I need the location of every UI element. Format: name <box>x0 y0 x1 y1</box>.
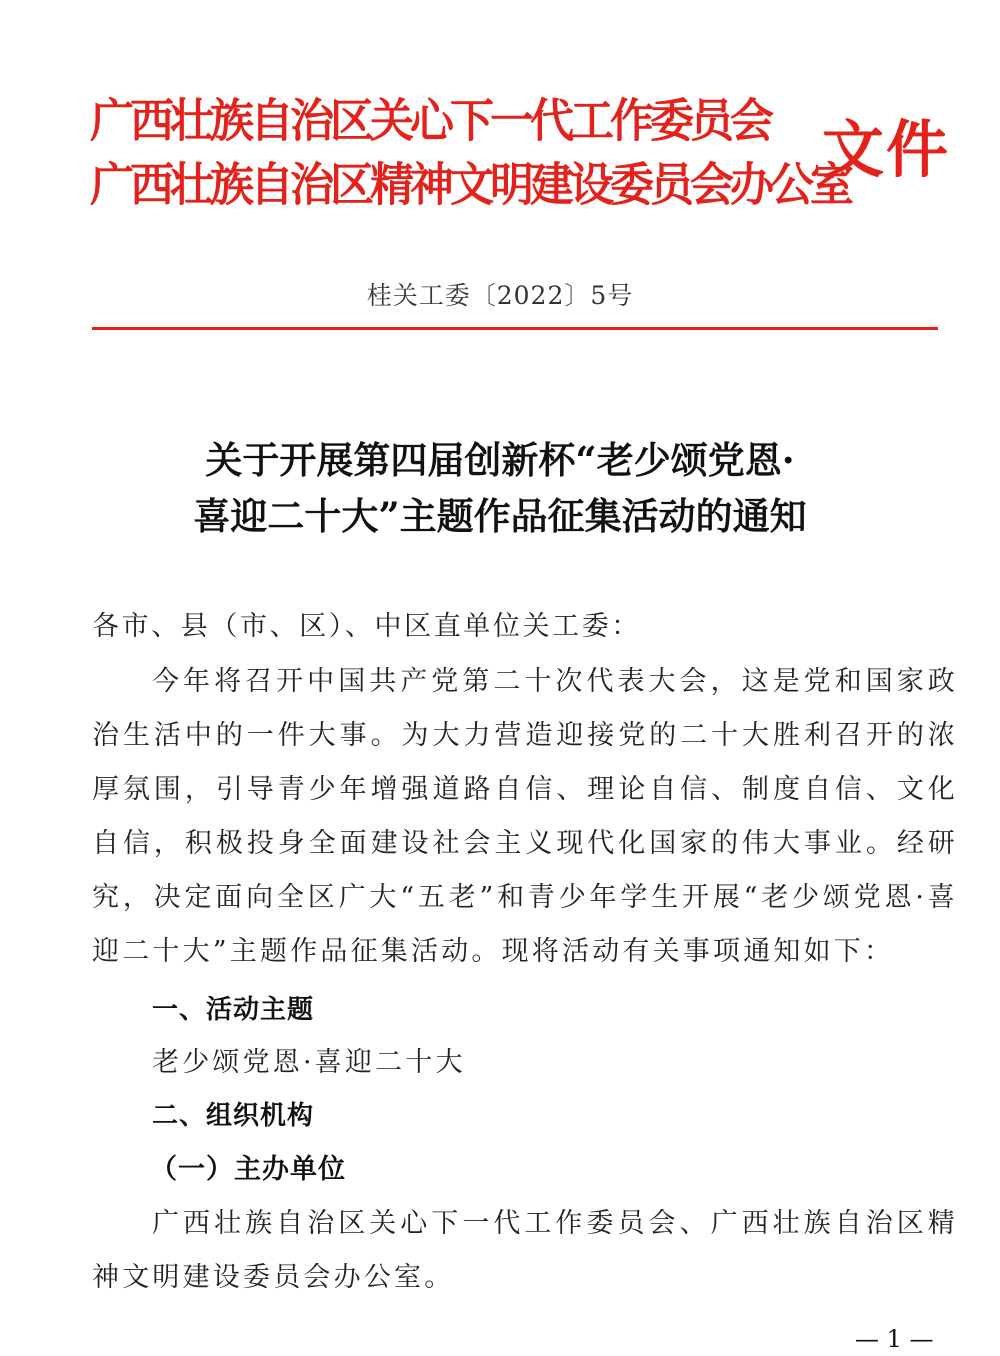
issuer-line-2: 广西壮族自治区精神文明建设委员会办公室 <box>90 158 850 212</box>
title-line-1: 关于开展第四届创新杯“老少颂党恩· <box>205 438 795 482</box>
title-line-2: 喜迎二十大”主题作品征集活动的通知 <box>193 494 807 538</box>
intro-paragraph: 今年将召开中国共产党第二十次代表大会，这是党和国家政治生活中的一件大事。为大力营造迎接党的二十大胜利召开的浓厚氛围，引导青少年增强道路自信、理论自信、制度自信、文化自信，积极投身全面建设社会主义现代化国家的伟大事业。经研究，决定面向全区广大“五老”和青少年学生开展“老少颂党恩·喜迎二十大”主题作品征集活动。现将活动有关事项通知如下： <box>92 666 958 967</box>
section-heading-organization: 二、组织机构 <box>152 1101 315 1131</box>
document-number: 桂关工委〔2022〕5号 <box>366 281 634 310</box>
host-paragraph: 广西壮族自治区关心下一代工作委员会、广西壮族自治区精神文明建设委员会办公室。 <box>92 1208 958 1293</box>
document-title <box>0 432 1000 544</box>
section-heading-theme: 一、活动主题 <box>152 995 315 1025</box>
page-number: — 1 — <box>855 1325 934 1353</box>
header-divider <box>92 327 938 330</box>
addressee: 各市、县（市、区）、中区直单位关工委： <box>92 611 641 642</box>
issuer-line-1: 广西壮族自治区关心下一代工作委员会 <box>90 94 770 148</box>
theme-text: 老少颂党恩·喜迎二十大 <box>152 1047 466 1078</box>
issuing-organizations <box>90 88 850 216</box>
subsection-heading-host: （一）主办单位 <box>150 1154 346 1185</box>
document-type: 文件 <box>822 113 951 186</box>
